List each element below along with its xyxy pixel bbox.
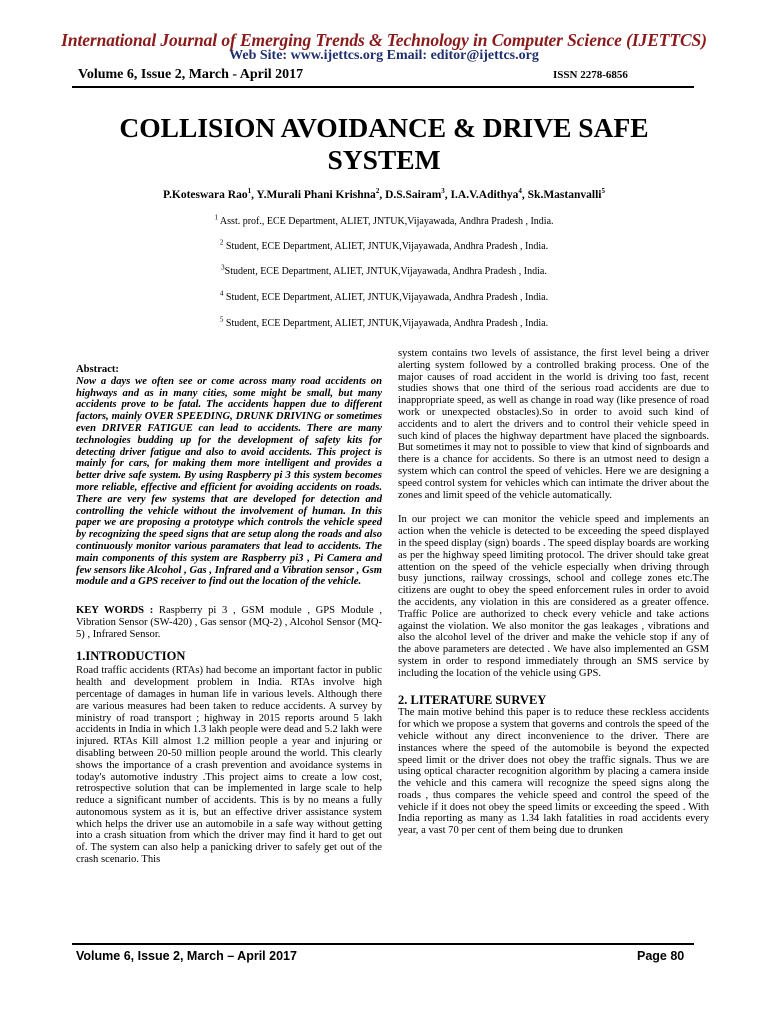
abstract-text: Now a days we often see or come across many road accidents on highways and as in many cities, some might be small, but many accidents prove to be fatal. The accidents happen due to different factors, mainly OVER SPEEDING, DRUNK DRIVING or sometimes even DRIVER FATIGUE can lead to accidents. There are many technologies budding up for the development of safety kits for detecting driver fatigue and also to avoid accidents. This project is mainly for cars, for making them more intelligent and provides a better drive safe system. By using Raspberry pi 3 this system becomes more reliable, effective and efficient for avoiding accidents on roads. There are very few systems that are developed for detection and controlling the vehicle without the involvement of human. In this paper we are proposing a prototype which controls the vehicle speed by recognizing the speed signs that are setup along the roads and also continuously monitor various paramaters that lead to accidents. The main components of this system are Raspberry pi3 , Pi Camera and few sensors like Alcohol , Gas , Infrared and a Vibration sensor , Gsm module and a GPS receiver to find out the location of the vehicle. xyxy=(76,375,382,588)
affiliation-text: Student, ECE Department, ALIET, JNTUK,Vijayawada, Andhra Pradesh , India. xyxy=(224,266,547,277)
abstract xyxy=(76,364,382,588)
title-line-2: SYSTEM xyxy=(327,144,441,175)
affiliation-sup: 1 xyxy=(214,213,218,222)
author-sup: 2 xyxy=(375,187,380,196)
keywords-label: KEY WORDS : xyxy=(76,605,154,617)
journal-name: International Journal of Emerging Trends & Technology in Computer Science (IJETTCS) xyxy=(61,30,707,50)
affiliation-sup: 5 xyxy=(219,315,224,324)
literature-survey-text: The main motive behind this paper is to reduce these reckless accidents for which we propose a system that governs and controls the speed of the vehicle without any direct inconvenience to the driver. There are instances where the speed of the automobile is beyond the expected speed limit or the driver does not obey the traffic signals. Thus we are using optical character recognition algorithm by placing a camera inside the vehicle and this camera will recognize the speed signs along the roads , thus compares the vehicle speed and control the speed of the vehicle if it does not obey the speed limits or exceeding the speed . With India reporting as many as 1.34 lakh fatalities in road accidents every year, a vast 70 per cent of them being due to drunken xyxy=(398,707,709,837)
affiliation xyxy=(0,263,768,277)
volume-issue: Volume 6, Issue 2, March - April 2017 xyxy=(78,67,304,82)
author: I.A.V.Adithya xyxy=(450,189,519,201)
author-sup: 1 xyxy=(247,187,252,196)
page-number: Page 80 xyxy=(637,949,685,963)
right-column xyxy=(398,348,709,837)
journal-website: Web Site: www.ijettcs.org Email: editor@ijettcs.org xyxy=(229,48,539,63)
author: Y.Murali Phani Krishna xyxy=(256,189,376,201)
issn: ISSN 2278-6856 xyxy=(553,69,628,81)
affiliation xyxy=(0,238,768,252)
right-paragraph-2: In our project we can monitor the vehicle speed and implements an action when the vehicle is detected to be exceeding the speed displayed in the speed display (sign) boards . The speed display boards are working as per the highway speed limiting protocol. The driver should take great attention on the speed of the vehicle especially when driving through busy junctions, railway crossings, school and college zones etc.The citizens are ought to obey the speed enforcement rules in order to avoid the accidents, any violation in this are considered as a greater offence. Traffic Police are authorized to check every vehicle and take actions against the violation. We also monitor the gas leakages , vibrations and also the alcohol level of the driver and make the vehicle stop if any of the above parameters are detected . We have also implemented an GSM system in order to respond immediately through an SMS service by including the location of the vehicle using GPS. xyxy=(398,514,709,679)
affiliation-text: Student, ECE Department, ALIET, JNTUK,Vijayawada, Andhra Pradesh , India. xyxy=(223,318,549,329)
introduction-text: Road traffic accidents (RTAs) had become an important factor in public health and development problem in India. RTAs involve high percentage of damages in human life in various levels. Although there are various measures had been taken to reduce accidents. A survey by ministry of road transport ; highway in 2015 reports around 5 lakh accidents in India in which 1.3 lakh people were dead and 5.2 lakh were injured. RTAs Kill almost 1.2 million people a year and injuring or disabling between 20-50 million people around the world. This clearly shows the importance of a crash prevention and avoidance systems in today's automotive industry .This project aims to create a low cost, retrospective solution that can be implemented in large scale to help reduce a significant number of accidents. This is by no means a fully autonomous system as it is, but an effective driver assistance system which helps the driver use an automobile in a safe way without getting into a crash situation from which the driver may find it hard to get out of. The system can also help a panicking driver to safely get out of the crash scenario. This xyxy=(76,665,382,866)
affiliation xyxy=(0,213,768,227)
right-paragraph-1: system contains two levels of assistance, the first level being a driver alerting system followed by a controlled braking process. One of the major causes of road accident in the world is driving too fast, recent studies shows that one third of the serious road accidents are due to inappropriate speed, as well as change in road way (like presence of road work or unexpected obstacles).So in order to avoid such kind of accidents and to alert the drivers and to control their vehicle speed in such kind of places the highway department have placed the signboards. But sometimes it may not to possible to view that kind of signboards and there is a chance for accidents. So there is an utmost need to design a system which can control the speed of vehicles. Here we are designing a speed control system for vehicles which can intimate the driver about the zones and limit speed of the vehicle automatically. xyxy=(398,348,709,501)
author-sup: 4 xyxy=(518,187,522,196)
left-column xyxy=(76,364,382,866)
affiliation-sup: 4 xyxy=(219,289,224,298)
author-sup: 5 xyxy=(601,187,605,196)
paper-title xyxy=(0,112,768,176)
affiliation xyxy=(0,315,768,329)
footer-volume: Volume 6, Issue 2, March – April 2017 xyxy=(76,949,297,963)
section-heading-introduction: 1.INTRODUCTION xyxy=(76,648,186,663)
affiliation-sup: 2 xyxy=(219,238,224,247)
affiliation-text: Student, ECE Department, ALIET, JNTUK,Vijayawada, Andhra Pradesh , India. xyxy=(223,292,549,303)
author: Sk.Mastanvalli xyxy=(527,189,602,201)
author: P.Koteswara Rao xyxy=(163,189,248,201)
keywords xyxy=(76,605,382,640)
affiliation xyxy=(0,289,768,303)
affiliation-sup: 3 xyxy=(221,263,225,272)
author: D.S.Sairam xyxy=(385,189,442,201)
affiliation-text: Asst. prof., ECE Department, ALIET, JNTUK,Vijayawada, Andhra Pradesh , India. xyxy=(217,216,554,227)
title-line-1: COLLISION AVOIDANCE & DRIVE SAFE xyxy=(119,112,649,143)
author-sup: 3 xyxy=(441,187,445,196)
footer-rule xyxy=(72,943,694,945)
abstract-label: Abstract: xyxy=(76,364,119,375)
author-list: P.Koteswara Rao$^1$, Y.Murali Phani Krishna$^2$, D.S.Sairam$^3$, I.A.V.Adithya$^4$, Sk.Mastanvalli$^5$ xyxy=(163,187,605,201)
affiliation-text: Student, ECE Department, ALIET, JNTUK,Vijayawada, Andhra Pradesh , India. xyxy=(223,241,549,252)
section-heading-literature-survey: 2. LITERATURE SURVEY xyxy=(398,692,547,707)
header-rule xyxy=(72,86,694,88)
keywords-text: Raspberry pi 3 , GSM module , GPS Module , Vibration Sensor (SW-420) , Gas sensor (MQ-2) , Alcohol Sensor (MQ-5) , Infrared Sensor. xyxy=(76,605,382,640)
